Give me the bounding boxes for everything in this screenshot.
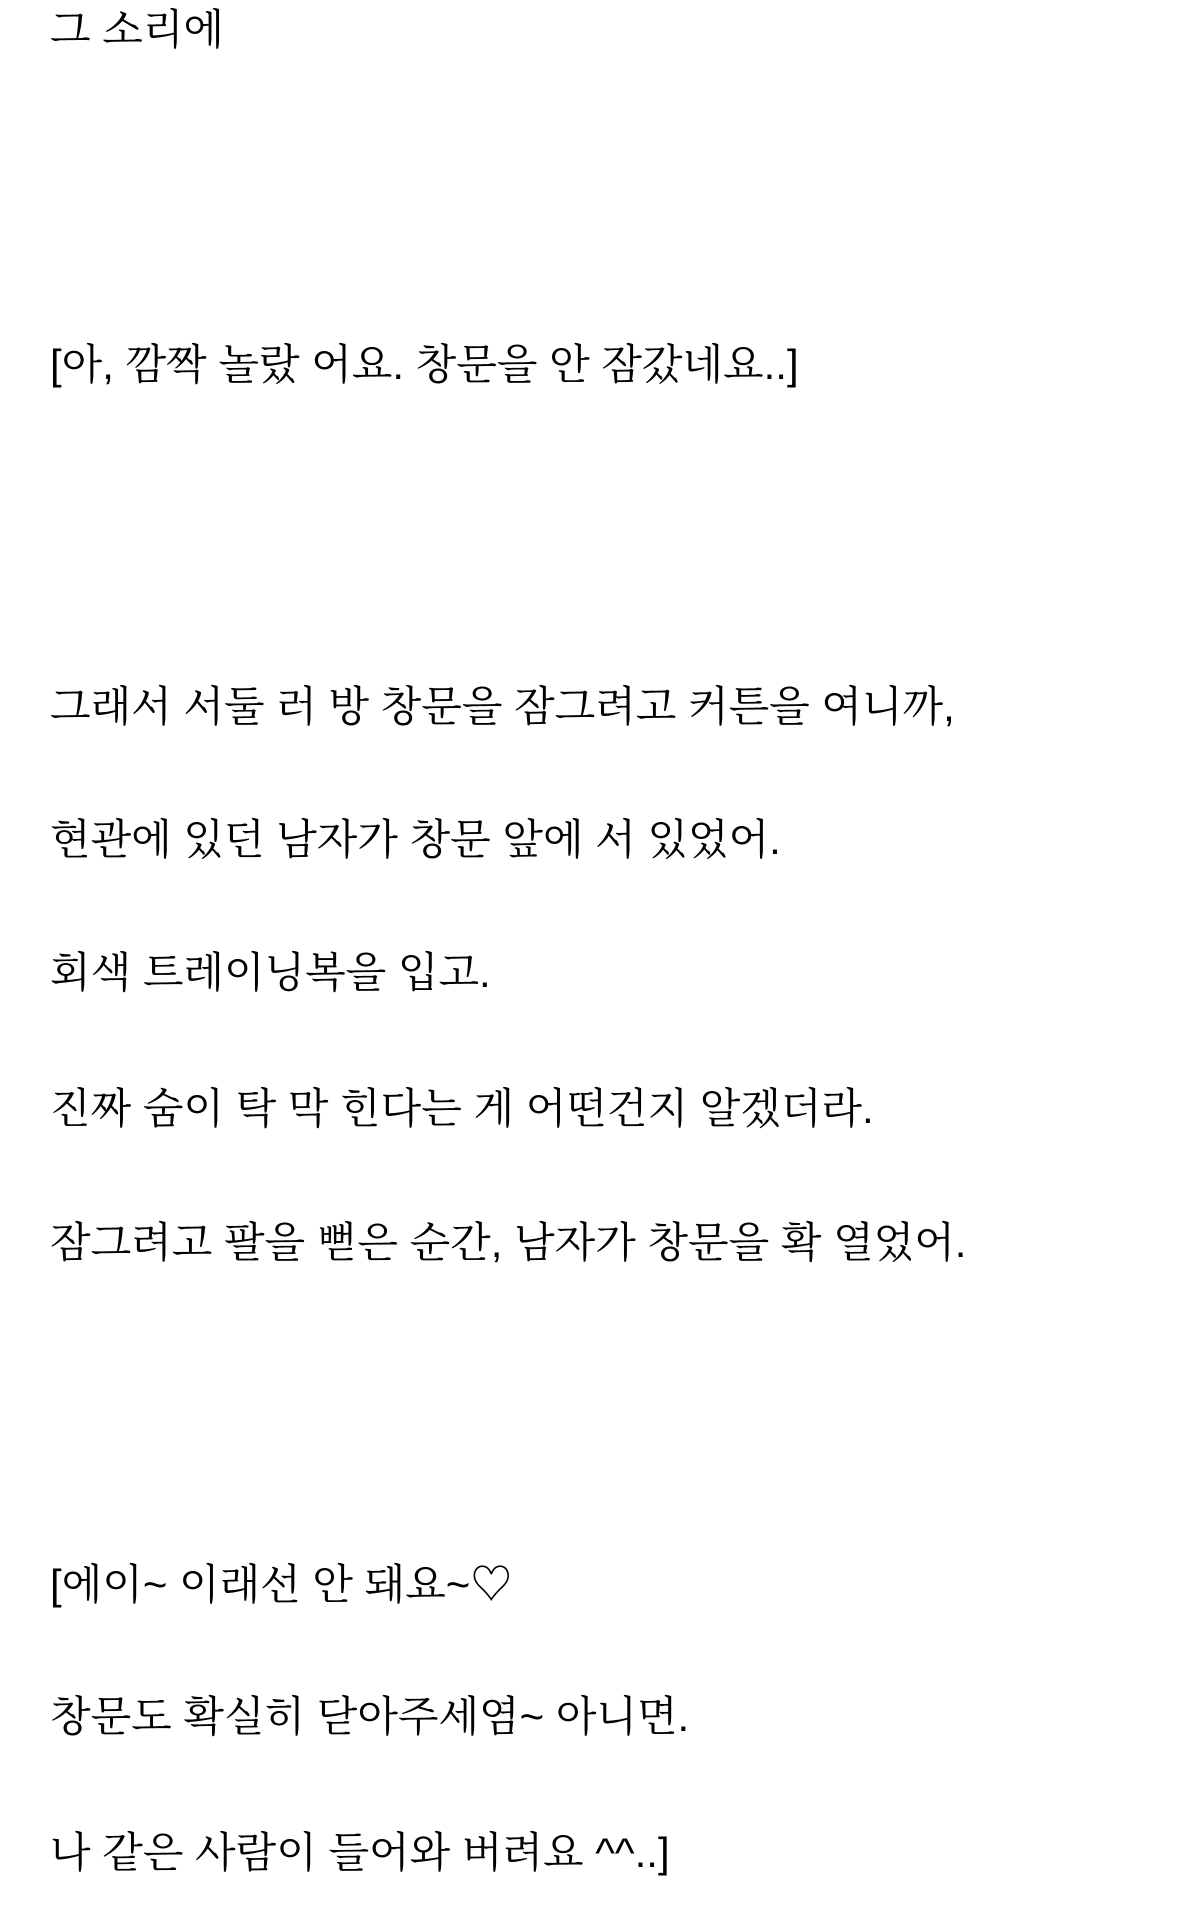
- text-line: 잠그려고 팔을 뻗은 순간, 남자가 창문을 확 열었어.: [50, 1219, 967, 1266]
- text-line: 현관에 있던 남자가 창문 앞에 서 있었어.: [50, 816, 781, 863]
- text-line: 그래서 서둘 러 방 창문을 잠그려고 커튼을 여니까,: [50, 683, 955, 730]
- text-line: 창문도 확실히 닫아주세염~ 아니면.: [50, 1693, 690, 1740]
- text-line: 진짜 숨이 탁 막 힌다는 게 어떤건지 알겠더라.: [50, 1085, 874, 1132]
- text-line: [아, 깜짝 놀랐 어요. 창문을 안 잠갔네요..]: [50, 341, 799, 388]
- text-line: 회색 트레이닝복을 입고.: [50, 949, 491, 996]
- text-line: 그 소리에: [50, 6, 224, 53]
- text-line: 나 같은 사람이 들어와 버려요 ^^..]: [50, 1829, 670, 1876]
- text-line: [에이~ 이래선 안 돼요~♡: [50, 1561, 513, 1608]
